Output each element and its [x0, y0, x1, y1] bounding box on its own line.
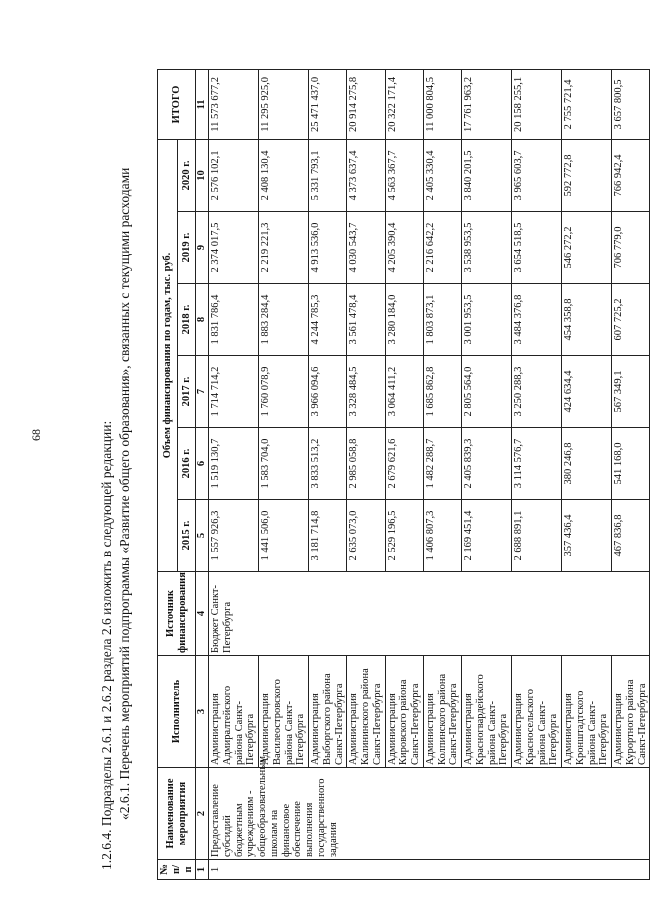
value-cell: 3 654 518,5 [512, 212, 562, 284]
value-cell: 766 942,4 [612, 139, 650, 211]
value-cell: 1 883 284,4 [259, 284, 309, 356]
header-event: Наименование мероприятия [158, 768, 196, 860]
executor-cell: Администрация Выборгского района Санкт-Петербурга [309, 656, 347, 768]
value-cell: 3 538 953,5 [462, 212, 512, 284]
value-cell: 607 725,2 [612, 284, 650, 356]
value-cell: 3 064 411,2 [385, 356, 423, 428]
value-cell: 2 405 330,4 [423, 139, 461, 211]
value-cell: 4 373 637,4 [347, 139, 385, 211]
value-cell: 3 001 953,5 [462, 284, 512, 356]
total-cell: 3 657 800,5 [612, 69, 650, 139]
value-cell: 2 529 196,5 [385, 500, 423, 572]
total-cell: 25 471 437,0 [309, 69, 347, 139]
executor-cell: Администрация Калининского района Санкт-Петербурга [347, 656, 385, 768]
table-row [347, 69, 385, 879]
value-cell: 5 331 793,1 [309, 139, 347, 211]
value-cell: 2 374 017,5 [209, 212, 259, 284]
rotated-content [95, 70, 648, 880]
header-year-0: 2015 г. [178, 500, 196, 572]
value-cell: 706 779,0 [612, 212, 650, 284]
value-cell: 2 216 642,2 [423, 212, 461, 284]
table-row [259, 69, 309, 879]
value-cell: 3 561 478,4 [347, 284, 385, 356]
value-cell: 1 406 807,3 [423, 500, 461, 572]
page-number: 68 [29, 429, 43, 441]
value-cell: 1 760 078,9 [259, 356, 309, 428]
value-cell: 1 685 862,8 [423, 356, 461, 428]
executor-cell: Администрация Адмиралтейского района Санкт-Петербурга [209, 656, 259, 768]
column-number-4: 5 [196, 500, 209, 572]
value-cell: 4 563 367,7 [385, 139, 423, 211]
value-cell: 3 840 201,5 [462, 139, 512, 211]
value-cell: 3 280 184,0 [385, 284, 423, 356]
table-row [562, 69, 612, 879]
total-cell: 11 573 677,2 [209, 69, 259, 139]
value-cell: 357 436,4 [562, 500, 612, 572]
value-cell: 4 030 543,7 [347, 212, 385, 284]
value-cell: 3 250 288,3 [512, 356, 562, 428]
value-cell: 380 246,8 [562, 428, 612, 500]
column-number-10: 11 [196, 69, 209, 139]
table-row [209, 69, 259, 879]
value-cell: 4 244 785,3 [309, 284, 347, 356]
column-number-0: 1 [196, 860, 209, 880]
value-cell: 1 583 704,0 [259, 428, 309, 500]
value-cell: 2 805 564,0 [462, 356, 512, 428]
executor-cell: Администрация Кировского района Санкт-Петербурга [385, 656, 423, 768]
value-cell: 567 349,1 [612, 356, 650, 428]
subsection-heading: «2.6.1. Перечень мероприятий подпрограммы «Развитие общего образования», связанных с текущими расходами [117, 167, 132, 820]
table-row [423, 69, 461, 879]
value-cell: 541 168,0 [612, 428, 650, 500]
value-cell: 454 358,8 [562, 284, 612, 356]
value-cell: 592 772,8 [562, 139, 612, 211]
value-cell: 3 328 484,5 [347, 356, 385, 428]
header-total: ИТОГО [158, 69, 196, 139]
event-name: Предоставление субсидий бюджетным учреждениям - общеобразовательным школам на финансовое обеспечение выполнения государственного задания [209, 768, 650, 860]
value-cell: 4 205 390,4 [385, 212, 423, 284]
executor-cell: Администрация Василеостровского района Санкт-Петербурга [259, 656, 309, 768]
header-year-2: 2017 г. [178, 356, 196, 428]
value-cell: 2 688 891,1 [512, 500, 562, 572]
executor-cell: Администрация Красносельского района Санкт-Петербурга [512, 656, 562, 768]
row-number: 1 [209, 860, 650, 880]
value-cell: 4 913 536,0 [309, 212, 347, 284]
total-cell: 11 295 925,0 [259, 69, 309, 139]
value-cell: 3 484 376,8 [512, 284, 562, 356]
total-cell: 20 158 255,1 [512, 69, 562, 139]
column-number-2: 3 [196, 656, 209, 768]
value-cell: 2 219 221,3 [259, 212, 309, 284]
value-cell: 3 181 714,8 [309, 500, 347, 572]
value-cell: 1 714 714,2 [209, 356, 259, 428]
value-cell: 1 482 288,7 [423, 428, 461, 500]
value-cell: 1 557 926,3 [209, 500, 259, 572]
header-no: № п/п [158, 860, 196, 880]
value-cell: 2 679 621,6 [385, 428, 423, 500]
table-row [462, 69, 512, 879]
column-number-8: 9 [196, 212, 209, 284]
value-cell: 2 169 451,4 [462, 500, 512, 572]
value-cell: 1 831 786,4 [209, 284, 259, 356]
total-cell: 17 761 963,2 [462, 69, 512, 139]
value-cell: 1 803 873,1 [423, 284, 461, 356]
value-cell: 3 114 576,7 [512, 428, 562, 500]
column-number-3: 4 [196, 572, 209, 656]
value-cell: 2 408 130,4 [259, 139, 309, 211]
column-number-5: 6 [196, 428, 209, 500]
table-row [512, 69, 562, 879]
value-cell: 546 272,2 [562, 212, 612, 284]
header-executor: Исполнитель [158, 656, 196, 768]
value-cell: 3 966 094,6 [309, 356, 347, 428]
executor-cell: Администрация Курортного района Санкт-Петербурга [612, 656, 650, 768]
header-year-4: 2019 г. [178, 212, 196, 284]
column-number-6: 7 [196, 356, 209, 428]
header-volume: Объем финансирования по годам, тыс. руб. [158, 139, 178, 571]
table-row [385, 69, 423, 879]
value-cell: 1 441 506,0 [259, 500, 309, 572]
funding-source: Бюджет Санкт-Петербурга [209, 572, 650, 656]
value-cell: 3 965 603,7 [512, 139, 562, 211]
executor-cell: Администрация Кронштадтского района Санкт-Петербурга [562, 656, 612, 768]
header-source: Источник финансирования [158, 572, 196, 656]
table-row [309, 69, 347, 879]
header-year-1: 2016 г. [178, 428, 196, 500]
value-cell: 467 836,8 [612, 500, 650, 572]
column-number-1: 2 [196, 768, 209, 860]
total-cell: 11 000 804,5 [423, 69, 461, 139]
financing-table [157, 69, 650, 880]
value-cell: 2 985 058,8 [347, 428, 385, 500]
total-cell: 20 914 275,8 [347, 69, 385, 139]
value-cell: 424 634,4 [562, 356, 612, 428]
header-year-3: 2018 г. [178, 284, 196, 356]
column-number-9: 10 [196, 139, 209, 211]
executor-cell: Администрация Красногвардейского района Санкт-Петербурга [462, 656, 512, 768]
value-cell: 2 405 839,3 [462, 428, 512, 500]
header-year-5: 2020 г. [178, 139, 196, 211]
total-cell: 20 322 171,4 [385, 69, 423, 139]
value-cell: 2 635 073,0 [347, 500, 385, 572]
value-cell: 1 519 130,7 [209, 428, 259, 500]
section-heading: 1.2.6.4. Подразделы 2.6.1 и 2.6.2 раздела 2.6 изложить в следующей редакции: [99, 420, 114, 870]
total-cell: 2 755 721,4 [562, 69, 612, 139]
value-cell: 2 576 102,1 [209, 139, 259, 211]
column-number-7: 8 [196, 284, 209, 356]
value-cell: 3 833 513,2 [309, 428, 347, 500]
executor-cell: Администрация Колпинского района Санкт-Петербурга [423, 656, 461, 768]
table-row [612, 69, 650, 879]
